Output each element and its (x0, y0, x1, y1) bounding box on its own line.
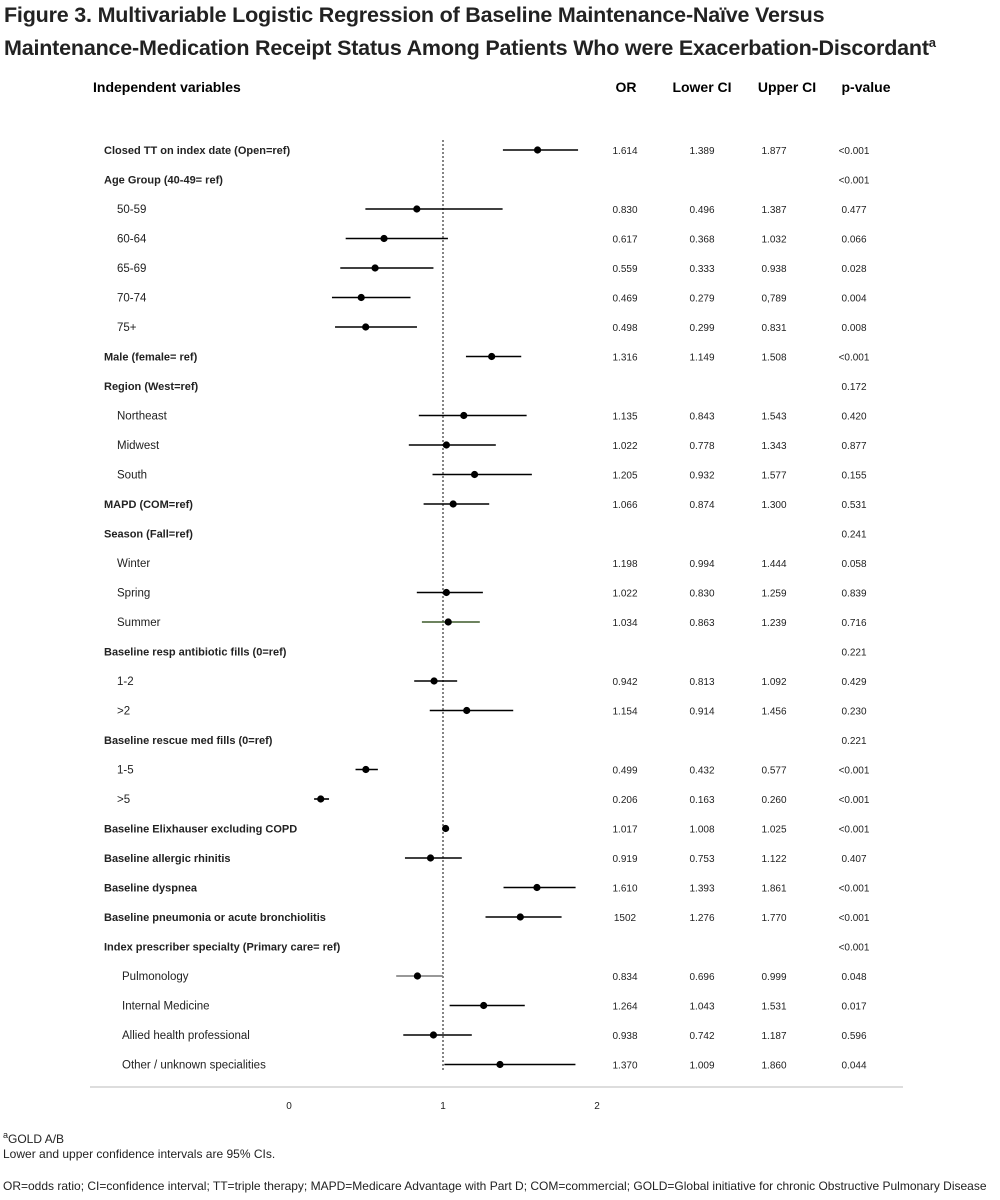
upper-ci-value-26: 1.770 (761, 913, 787, 924)
or-point-7 (488, 353, 495, 360)
lower-ci-value-18: 0.813 (689, 677, 715, 688)
p-value-2: 0.477 (841, 205, 867, 216)
row-label-13: Season (Fall=ref) (104, 528, 193, 541)
column-header-or: OR (615, 79, 637, 95)
row-label-11: South (117, 469, 148, 482)
or-value-19: 1.154 (612, 706, 638, 718)
row-label-17: Baseline resp antibiotic fills (0=ref) (104, 646, 287, 659)
lower-ci-value-19: 0.914 (689, 706, 715, 718)
or-value-4: 0.559 (612, 264, 638, 275)
x-tick-label-0: 0 (286, 1101, 292, 1112)
lower-ci-value-23: 1.008 (689, 824, 715, 836)
row-label-1: Age Group (40-49= ref) (104, 174, 223, 187)
or-value-16: 1.034 (612, 618, 638, 629)
or-value-0: 1.614 (612, 146, 638, 157)
upper-ci-value-22: 0.260 (761, 795, 787, 806)
lower-ci-value-24: 0.753 (689, 854, 715, 865)
p-value-22: <0.001 (838, 795, 870, 806)
or-point-16 (445, 618, 452, 625)
footnote-ci: Lower and upper confidence intervals are 95% CIs. (3, 1147, 276, 1161)
or-value-3: 0.617 (612, 234, 638, 246)
p-value-26: <0.001 (838, 913, 870, 924)
upper-ci-value-19: 1.456 (761, 706, 787, 718)
or-value-18: 0.942 (612, 677, 638, 688)
lower-ci-value-30: 0.742 (689, 1031, 715, 1042)
row-label-12: MAPD (COM=ref) (104, 499, 193, 511)
lower-ci-value-11: 0.932 (689, 470, 715, 482)
or-point-6 (362, 323, 369, 330)
or-value-7: 1.316 (612, 352, 638, 364)
row-label-24: Baseline allergic rhinitis (104, 853, 231, 865)
or-value-25: 1.610 (612, 883, 638, 895)
p-value-9: 0.420 (841, 411, 867, 423)
upper-ci-value-24: 1.122 (761, 854, 787, 865)
lower-ci-value-9: 0.843 (689, 411, 715, 423)
upper-ci-value-15: 1.259 (761, 588, 787, 600)
lower-ci-value-2: 0.496 (689, 205, 715, 216)
p-value-20: 0.221 (841, 736, 867, 747)
or-point-2 (413, 205, 420, 212)
figure-title-line-1: Figure 3. Multivariable Logistic Regression of Baseline Maintenance-Naïve Versus (4, 3, 825, 27)
lower-ci-value-31: 1.009 (689, 1060, 715, 1072)
or-point-3 (380, 235, 387, 242)
p-value-30: 0.596 (841, 1031, 867, 1042)
row-label-10: Midwest (117, 440, 160, 452)
upper-ci-value-18: 1.092 (761, 677, 787, 688)
p-value-4: 0.028 (841, 264, 867, 275)
row-label-9: Northeast (117, 410, 167, 423)
upper-ci-value-7: 1.508 (761, 352, 787, 364)
row-label-7: Male (female= ref) (104, 351, 198, 364)
row-label-8: Region (West=ref) (104, 381, 199, 393)
or-value-30: 0.938 (612, 1031, 638, 1042)
lower-ci-value-22: 0.163 (689, 795, 715, 806)
row-label-6: 75+ (117, 322, 137, 334)
lower-ci-value-26: 1.276 (689, 913, 715, 924)
row-label-22: >5 (117, 794, 131, 806)
upper-ci-value-21: 0.577 (761, 765, 787, 777)
x-tick-label-2: 2 (594, 1101, 600, 1112)
lower-ci-value-6: 0.299 (689, 323, 715, 334)
row-label-20: Baseline rescue med fills (0=ref) (104, 735, 273, 747)
upper-ci-value-29: 1.531 (761, 1001, 787, 1013)
row-label-2: 50-59 (117, 204, 147, 216)
or-point-22 (317, 795, 324, 802)
column-header-p-value: p-value (841, 79, 891, 95)
or-value-15: 1.022 (612, 588, 638, 600)
p-value-8: 0.172 (841, 382, 867, 393)
row-label-25: Baseline dyspnea (104, 882, 197, 895)
row-label-0: Closed TT on index date (Open=ref) (104, 145, 291, 157)
or-value-24: 0.919 (612, 854, 638, 865)
upper-ci-value-23: 1.025 (761, 824, 787, 836)
upper-ci-value-28: 0.999 (761, 972, 787, 983)
upper-ci-value-4: 0.938 (761, 264, 787, 275)
or-point-28 (414, 972, 421, 979)
row-label-29: Internal Medicine (122, 1000, 210, 1013)
or-value-9: 1.135 (612, 411, 638, 423)
row-label-21: 1-5 (117, 764, 134, 777)
upper-ci-value-16: 1.239 (761, 618, 787, 629)
or-point-5 (358, 294, 365, 301)
lower-ci-value-25: 1.393 (689, 883, 715, 895)
figure-title-line-2-text: Maintenance-Medication Receipt Status Among Patients Who were Exacerbation-Discordant (4, 36, 929, 61)
row-label-28: Pulmonology (122, 971, 189, 983)
upper-ci-value-10: 1.343 (761, 441, 787, 452)
or-value-14: 1.198 (612, 559, 638, 570)
row-label-14: Winter (117, 558, 151, 570)
p-value-11: 0.155 (841, 470, 867, 482)
row-label-5: 70-74 (117, 292, 147, 305)
p-value-18: 0.429 (841, 677, 867, 688)
p-value-5: 0.004 (841, 293, 867, 305)
upper-ci-value-3: 1.032 (761, 234, 787, 246)
figure-title-superscript: a (928, 35, 936, 50)
or-point-11 (471, 471, 478, 478)
or-point-12 (450, 500, 457, 507)
lower-ci-value-7: 1.149 (689, 352, 715, 364)
or-point-15 (443, 589, 450, 596)
or-point-9 (460, 412, 467, 419)
upper-ci-value-0: 1.877 (761, 146, 787, 157)
lower-ci-value-0: 1.389 (689, 146, 715, 157)
column-header-lower-ci: Lower CI (672, 79, 732, 95)
p-value-1: <0.001 (838, 175, 870, 187)
or-value-22: 0.206 (612, 795, 638, 806)
p-value-16: 0.716 (841, 618, 867, 629)
p-value-21: <0.001 (838, 765, 870, 777)
row-label-31: Other / unknown specialities (122, 1059, 266, 1072)
or-point-25 (533, 884, 540, 891)
p-value-23: <0.001 (838, 824, 870, 836)
p-value-10: 0.877 (841, 441, 867, 452)
p-value-13: 0.241 (841, 529, 867, 541)
or-value-26: 1502 (613, 913, 637, 924)
row-label-27: Index prescriber specialty (Primary care= ref) (104, 941, 341, 954)
p-value-7: <0.001 (838, 352, 870, 364)
upper-ci-value-11: 1.577 (761, 470, 787, 482)
upper-ci-value-6: 0.831 (761, 323, 787, 334)
row-label-3: 60-64 (117, 233, 147, 246)
lower-ci-value-5: 0.279 (689, 293, 715, 305)
row-label-26: Baseline pneumonia or acute bronchiolitis (104, 912, 326, 924)
lower-ci-value-16: 0.863 (689, 618, 715, 629)
or-point-18 (430, 677, 437, 684)
lower-ci-value-28: 0.696 (689, 972, 715, 983)
or-value-10: 1.022 (612, 441, 638, 452)
or-point-21 (362, 766, 369, 773)
row-label-30: Allied health professional (122, 1030, 250, 1042)
row-label-15: Spring (117, 587, 151, 600)
lower-ci-value-10: 0.778 (689, 441, 715, 452)
column-header-upper-ci: Upper CI (757, 79, 817, 95)
footnote-gold-marker: a (3, 1130, 9, 1140)
or-value-12: 1.066 (612, 500, 638, 511)
footnote-abbreviations: OR=odds ratio; CI=confidence interval; TT=triple therapy; MAPD=Medicare Advantage with Part D; COM=commercial; GOLD=Global initiative for chronic Obstructive Pulmonary Disease (3, 1179, 987, 1193)
p-value-19: 0.230 (841, 706, 867, 718)
upper-ci-value-25: 1.861 (761, 883, 787, 895)
upper-ci-value-12: 1.300 (761, 500, 787, 511)
upper-ci-value-30: 1.187 (761, 1031, 787, 1042)
row-label-19: >2 (117, 705, 131, 718)
or-point-10 (443, 441, 450, 448)
p-value-31: 0.044 (841, 1060, 867, 1072)
x-tick-label-1: 1 (440, 1101, 446, 1112)
or-point-30 (430, 1031, 437, 1038)
lower-ci-value-12: 0.874 (689, 500, 715, 511)
or-value-21: 0.499 (612, 765, 638, 777)
p-value-24: 0.407 (841, 854, 867, 865)
upper-ci-value-9: 1.543 (761, 411, 787, 423)
or-point-0 (534, 146, 541, 153)
lower-ci-value-21: 0.432 (689, 765, 715, 777)
or-value-2: 0.830 (612, 205, 638, 216)
row-label-16: Summer (117, 617, 161, 629)
row-label-23: Baseline Elixhauser excluding COPD (104, 823, 298, 836)
or-point-26 (517, 913, 524, 920)
column-header-variables: Independent variables (93, 79, 241, 95)
or-value-29: 1.264 (612, 1001, 638, 1013)
or-point-19 (463, 707, 470, 714)
p-value-6: 0.008 (841, 323, 867, 334)
or-point-29 (480, 1002, 487, 1009)
upper-ci-value-5: 0,789 (761, 293, 787, 305)
p-value-15: 0.839 (841, 588, 867, 600)
or-point-23 (442, 825, 449, 832)
row-label-18: 1-2 (117, 676, 134, 688)
or-value-23: 1.017 (612, 824, 638, 836)
p-value-17: 0.221 (841, 647, 867, 659)
footnote-gold (3, 1128, 64, 1146)
lower-ci-value-4: 0.333 (689, 264, 715, 275)
lower-ci-value-15: 0.830 (689, 588, 715, 600)
upper-ci-value-31: 1.860 (761, 1060, 787, 1072)
p-value-12: 0.531 (841, 500, 867, 511)
p-value-25: <0.001 (838, 883, 870, 895)
or-value-11: 1.205 (612, 470, 638, 482)
p-value-0: <0.001 (838, 146, 870, 157)
lower-ci-value-29: 1.043 (689, 1001, 715, 1013)
or-value-31: 1.370 (612, 1060, 638, 1072)
p-value-3: 0.066 (841, 234, 867, 246)
footnote-gold-text: GOLD A/B (8, 1132, 65, 1146)
or-value-28: 0.834 (612, 972, 638, 983)
upper-ci-value-14: 1.444 (761, 559, 787, 570)
p-value-27: <0.001 (838, 942, 870, 954)
row-label-4: 65-69 (117, 263, 147, 275)
p-value-14: 0.058 (841, 559, 867, 570)
p-value-29: 0.017 (841, 1001, 867, 1013)
lower-ci-value-14: 0.994 (689, 559, 715, 570)
or-point-31 (496, 1061, 503, 1068)
upper-ci-value-2: 1.387 (761, 205, 787, 216)
p-value-28: 0.048 (841, 972, 867, 983)
or-point-4 (371, 264, 378, 271)
or-value-5: 0.469 (612, 293, 638, 305)
lower-ci-value-3: 0.368 (689, 234, 715, 246)
or-value-6: 0.498 (612, 323, 638, 334)
or-point-24 (427, 854, 434, 861)
